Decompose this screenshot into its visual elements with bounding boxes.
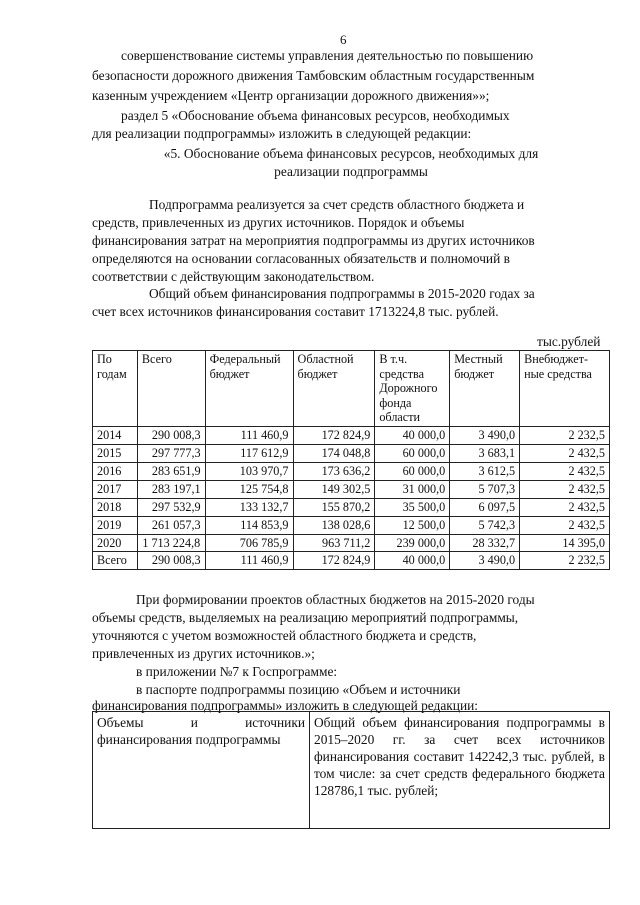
paragraph-1-line-3: финансирования затрат на мероприятия подпрограммы из других источников	[92, 233, 535, 248]
cell-total: 283 651,9	[137, 462, 205, 480]
table-row	[93, 498, 610, 516]
cell-road-fund: 12 500,0	[375, 516, 450, 534]
paragraph-3-line-3: уточняются с учетом возможностей областного бюджета и средств,	[92, 628, 477, 643]
cell-extrabudgetary: 2 432,5	[520, 516, 610, 534]
cell-federal: 114 853,9	[205, 516, 293, 534]
cell-year: 2017	[93, 480, 138, 498]
cell-year: 2018	[93, 498, 138, 516]
cell-year: 2014	[93, 426, 138, 444]
cell-extrabudgetary: 14 395,0	[520, 534, 610, 552]
cell-regional: 149 302,5	[293, 480, 375, 498]
cell-extrabudgetary: 2 432,5	[520, 462, 610, 480]
paragraph-1-line-1: Подпрограмма реализуется за счет средств областного бюджета и	[149, 197, 525, 212]
intro-line-2: безопасности дорожного движения Тамбовским областным государственным	[92, 68, 535, 83]
header-years: По годам	[93, 351, 138, 427]
cell-regional: 172 824,9	[293, 426, 375, 444]
cell-road-fund: 31 000,0	[375, 480, 450, 498]
section-heading-line-2: реализации подпрограммы	[274, 164, 428, 179]
cell-local: 3 612,5	[450, 462, 520, 480]
cell-regional: 963 711,2	[293, 534, 375, 552]
table-row	[93, 444, 610, 462]
paragraph-1-line-2: средств, привлеченных из других источников. Порядок и объемы	[92, 215, 465, 230]
cell-year: 2015	[93, 444, 138, 462]
table-row	[93, 480, 610, 498]
paragraph-3-line-2: объемы средств, выделяемых на реализацию мероприятий подпрограммы,	[92, 610, 519, 625]
table-row	[93, 534, 610, 552]
passport-row	[93, 712, 610, 829]
cell-year: 2020	[93, 534, 138, 552]
table-row-total	[93, 552, 610, 570]
section-heading-line-1: «5. Обоснование объема финансовых ресурсов, необходимых для	[163, 146, 539, 161]
header-federal: Федеральный бюджет	[205, 351, 293, 427]
intro-line-3: казенным учреждением «Центр организации дорожного движения»»;	[92, 88, 490, 103]
cell-local: 28 332,7	[450, 534, 520, 552]
cell-regional: 138 028,6	[293, 516, 375, 534]
cell-regional: 173 636,2	[293, 462, 375, 480]
cell-year: 2019	[93, 516, 138, 534]
cell-local: 5 707,3	[450, 480, 520, 498]
cell-total: 297 777,3	[137, 444, 205, 462]
paragraph-3-line-4: привлеченных из других источников.»;	[92, 646, 315, 661]
cell-federal: 706 785,9	[205, 534, 293, 552]
cell-federal: 117 612,9	[205, 444, 293, 462]
cell-total: 290 008,3	[137, 552, 205, 570]
cell-regional: 155 870,2	[293, 498, 375, 516]
paragraph-1-line-5: соответствии с действующим законодательством.	[92, 269, 375, 284]
unit-label: тыс.рублей	[537, 334, 601, 349]
cell-extrabudgetary: 2 232,5	[520, 426, 610, 444]
finance-table	[92, 350, 610, 570]
cell-total: 290 008,3	[137, 426, 205, 444]
cell-local: 3 490,0	[450, 552, 520, 570]
passport-left-cell: Объемы и источники финансирования подпрограммы	[93, 712, 310, 829]
cell-federal: 111 460,9	[205, 426, 293, 444]
paragraph-1-line-4: определяются на основании согласованных обязательств и полномочий в	[92, 251, 510, 266]
appendix-line: в приложении №7 к Госпрограмме:	[136, 664, 338, 679]
cell-federal: 125 754,8	[205, 480, 293, 498]
section-instruction-line-1: раздел 5 «Обоснование объема финансовых ресурсов, необходимых	[121, 108, 510, 123]
table-row	[93, 426, 610, 444]
passport-line-1: в паспорте подпрограммы позицию «Объем и источники	[136, 682, 461, 697]
cell-road-fund: 60 000,0	[375, 444, 450, 462]
table-row	[93, 462, 610, 480]
cell-total: 1 713 224,8	[137, 534, 205, 552]
page-number: 6	[340, 32, 347, 47]
passport-right-cell: Общий объем финансирования подпрограммы в 2015–2020 гг. за счет всех источников финансирования составит 142242,3 тыс. рублей, в том числе: за счет средств федерального бюджета 128786,1 тыс. рублей;	[310, 712, 610, 829]
cell-road-fund: 35 500,0	[375, 498, 450, 516]
header-local: Местный бюджет	[450, 351, 520, 427]
cell-local: 3 490,0	[450, 426, 520, 444]
cell-regional: 174 048,8	[293, 444, 375, 462]
header-road-fund: В т.ч. средства Дорожного фонда области	[375, 351, 450, 427]
header-total: Всего	[137, 351, 205, 427]
cell-total: 297 532,9	[137, 498, 205, 516]
header-extrabudgetary: Внебюджет-ные средства	[520, 351, 610, 427]
passport-line-2: финансирования подпрограммы» изложить в следующей редакции:	[92, 698, 479, 713]
section-instruction-line-2: для реализации подпрограммы» изложить в следующей редакции:	[92, 126, 472, 141]
cell-regional: 172 824,9	[293, 552, 375, 570]
passport-table	[92, 711, 610, 829]
table-header-row	[93, 351, 610, 427]
paragraph-2-line-1: Общий объем финансирования подпрограммы в 2015-2020 годах за	[149, 286, 535, 301]
cell-road-fund: 40 000,0	[375, 426, 450, 444]
cell-extrabudgetary: 2 432,5	[520, 444, 610, 462]
cell-total: 283 197,1	[137, 480, 205, 498]
cell-total: 261 057,3	[137, 516, 205, 534]
paragraph-3-line-1: При формировании проектов областных бюджетов на 2015-2020 годы	[136, 592, 535, 607]
cell-federal: 111 460,9	[205, 552, 293, 570]
cell-extrabudgetary: 2 432,5	[520, 480, 610, 498]
cell-federal: 103 970,7	[205, 462, 293, 480]
cell-local: 5 742,3	[450, 516, 520, 534]
paragraph-2-line-2: счет всех источников финансирования составит 1713224,8 тыс. рублей.	[92, 304, 499, 319]
table-row	[93, 516, 610, 534]
intro-line-1: совершенствование системы управления деятельностью по повышению	[121, 48, 534, 63]
cell-year: 2016	[93, 462, 138, 480]
cell-extrabudgetary: 2 232,5	[520, 552, 610, 570]
cell-extrabudgetary: 2 432,5	[520, 498, 610, 516]
cell-local: 6 097,5	[450, 498, 520, 516]
cell-local: 3 683,1	[450, 444, 520, 462]
cell-road-fund: 60 000,0	[375, 462, 450, 480]
cell-year: Всего	[93, 552, 138, 570]
cell-federal: 133 132,7	[205, 498, 293, 516]
header-regional: Областной бюджет	[293, 351, 375, 427]
cell-road-fund: 40 000,0	[375, 552, 450, 570]
cell-road-fund: 239 000,0	[375, 534, 450, 552]
